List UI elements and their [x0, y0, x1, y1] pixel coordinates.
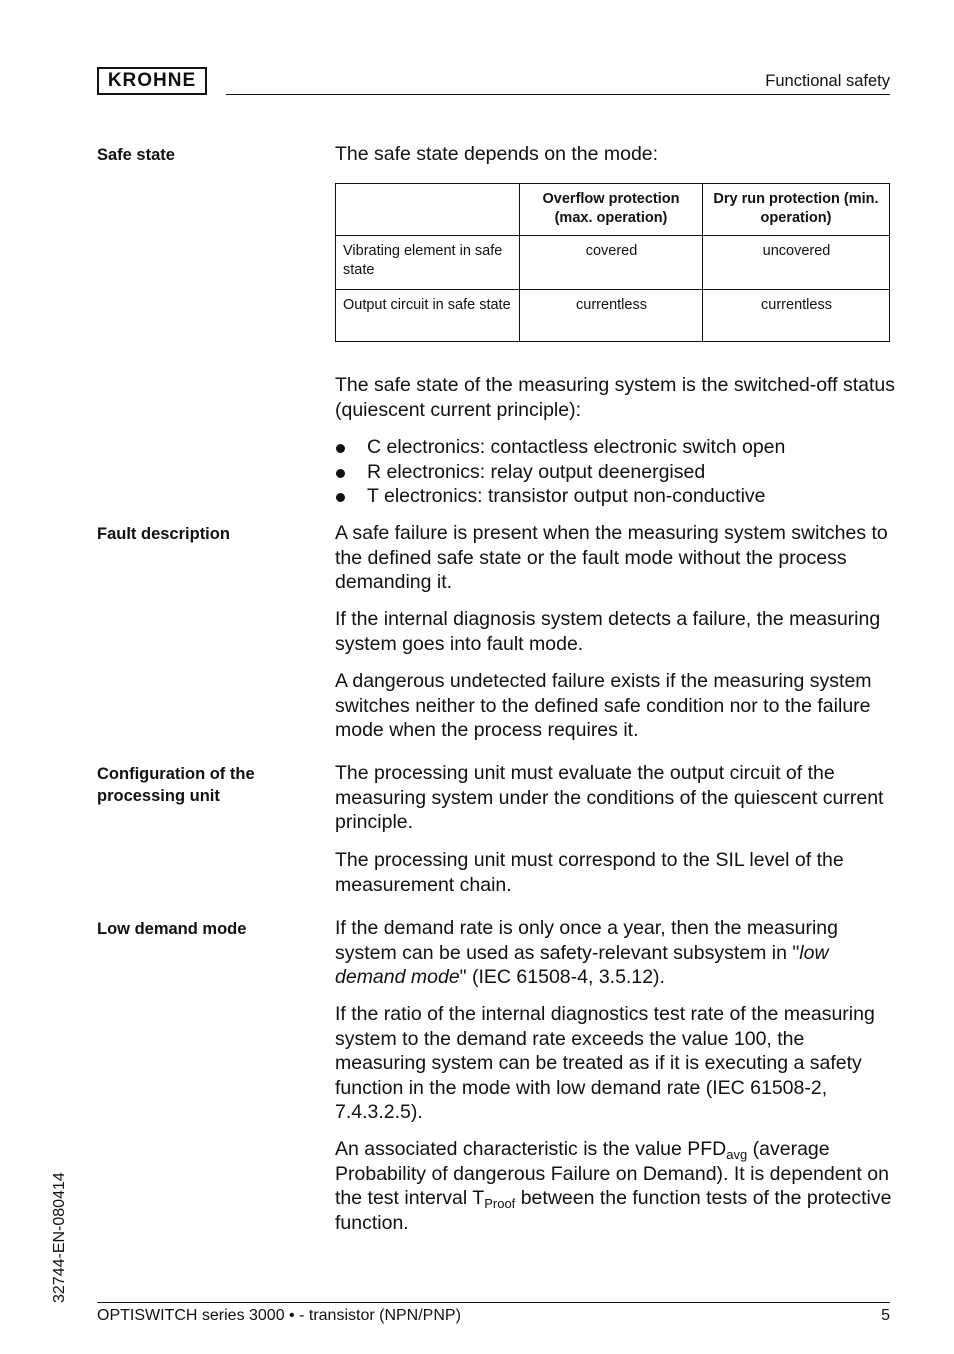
header-title: Functional safety [765, 72, 890, 90]
fault-paragraph: If the internal diagnosis system detects a failure, the measuring system goes into fault mode. [335, 608, 881, 655]
bullet-icon [336, 493, 345, 502]
document-code: 32744-EN-080414 [51, 1172, 68, 1303]
safe-state-intro: The safe state depends on the mode: [335, 143, 659, 165]
table-header-cell: Overflow protection (max. operation) [520, 184, 703, 236]
table-cell: Output circuit in safe state [336, 290, 520, 342]
header-rule [226, 94, 890, 95]
table-cell: covered [520, 236, 703, 290]
configuration-paragraph: The processing unit must correspond to the SIL level of the measurement chain. [335, 849, 844, 896]
list-item: R electronics: relay output deenergised [335, 460, 785, 485]
low-demand-paragraph: An associated characteristic is the value $PFD_{avg}$ (average Probability of dangerous Failure on Demand). It is dependent on the test interval $T_{Proof}$ between the function tests of the protective function. [335, 1138, 892, 1234]
bullet-icon [336, 444, 345, 453]
electronics-bullet-list [335, 435, 785, 509]
page-number: 5 [881, 1307, 890, 1324]
footer-product: OPTISWITCH series 3000 • - transistor (NPN/PNP) [97, 1307, 461, 1324]
list-item: T electronics: transistor output non-conductive [335, 484, 785, 509]
table-cell: currentless [520, 290, 703, 342]
list-item: C electronics: contactless electronic switch open [335, 435, 785, 460]
section-label-fault-description: Fault description [97, 525, 230, 543]
table-cell: currentless [703, 290, 890, 342]
table-row [336, 236, 890, 290]
configuration-paragraph: The processing unit must evaluate the output circuit of the measuring system under the conditions of the quiescent current principle. [335, 762, 884, 833]
table-header-cell: Dry run protection (min. operation) [703, 184, 890, 236]
fault-paragraph: A safe failure is present when the measuring system switches to the defined safe state or the fault mode without the process demanding it. [335, 522, 888, 593]
section-label-low-demand: Low demand mode [97, 920, 247, 938]
fault-paragraph: A dangerous undetected failure exists if the measuring system switches neither to the defined safe condition nor to the failure mode when the process requires it. [335, 670, 872, 741]
section-label-configuration: Configuration of the processing unit [97, 765, 255, 805]
safe-state-table [335, 183, 890, 342]
table-header-cell [336, 184, 520, 236]
table-cell: uncovered [703, 236, 890, 290]
footer-rule [97, 1302, 890, 1303]
krohne-logo: KROHNE [97, 67, 207, 95]
table-row [336, 290, 890, 342]
table-cell: Vibrating element in safe state [336, 236, 520, 290]
section-label-safe-state: Safe state [97, 146, 175, 164]
bullet-icon [336, 469, 345, 478]
low-demand-paragraph: If the ratio of the internal diagnostics test rate of the measuring system to the demand rate exceeds the value 100, the measuring system can be treated as if it is executing a safety function in the mode with low demand rate (IEC 61508-2, 7.4.3.2.5). [335, 1003, 875, 1123]
table-header-row [336, 184, 890, 236]
low-demand-paragraph: If the demand rate is only once a year, then the measuring system can be used as safety-relevant subsystem in "low demand mode" (IEC 61508-4, 3.5.12). [335, 917, 838, 988]
safe-state-paragraph: The safe state of the measuring system is the switched-off status (quiescent current principle): [335, 374, 895, 421]
